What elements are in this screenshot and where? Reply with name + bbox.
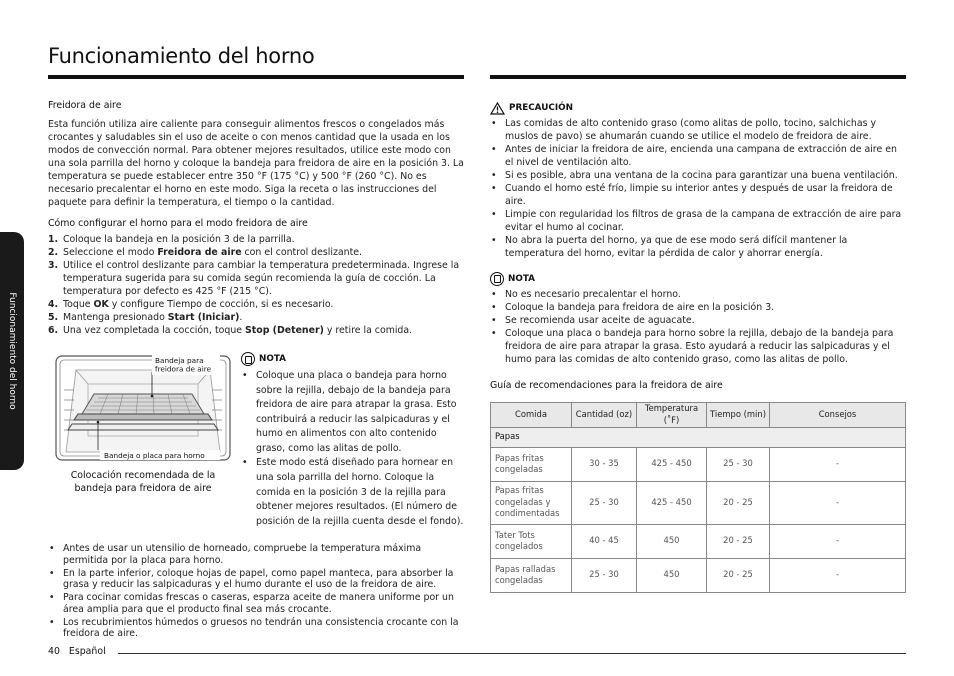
- list-item: • Antes de usar un utensilio de horneado, compruebe la temperatura máxima permitida por la placa para horno.: [48, 543, 466, 567]
- step-item: 6. Una vez completada la cocción, toque Stop (Detener) y retire la comida.: [48, 324, 413, 336]
- air-fryer-intro: Esta función utiliza aire caliente para conseguir alimentos frescos o congelados más crocantes y saludables sin el uso de aceite o con menos cantidad que la usada en los modos de convección normal. Para obtener mejores resultados, utilice este modo con una sola parrilla del horno y coloque la bandeja para freidora de aire en la posición 3. La temperatura se puede establecer entre 350 °F (175 °C) y 500 °F (260 °C). No es necesario precalentar el horno en este modo. Siga la receta o las instrucciones del paquete para definir la temperatura, el tiempo o la cantidad.: [48, 118, 464, 208]
- side-tab[interactable]: [0, 232, 24, 470]
- guide-title: Guía de recomendaciones para la freidora de aire: [490, 380, 723, 392]
- oven-rack-figure: [48, 352, 238, 496]
- col-header: Tiempo (min): [707, 403, 770, 427]
- table-row: Papas ralladas congeladas 25 - 30 450 20 - 25 -: [491, 558, 906, 592]
- step-item: 3. Utilice el control deslizante para cambiar la temperatura predeterminada. Ingrese la temperatura sugerida para su comida según recomienda la guía de cocción. La temperatura por defecto es 425 °F (215 °C).: [48, 259, 460, 297]
- note-icon: [490, 272, 504, 286]
- oven-illustration: [48, 352, 238, 467]
- tray-label-2: freidora de aire: [155, 364, 212, 374]
- note-item: • Coloque la bandeja para freidora de aire en la posición 3.: [490, 302, 908, 315]
- caution-item: • Si es posible, abra una ventana de la cocina para garantizar una buena ventilación.: [490, 170, 908, 183]
- right-note-list: [490, 289, 908, 367]
- air-fryer-heading: Freidora de aire: [48, 100, 122, 111]
- caution-item: • Cuando el horno esté frío, limpie su interior antes y después de usar la freidora de aire.: [490, 183, 908, 209]
- tray-label-1: Bandeja para: [155, 356, 204, 365]
- step-item: 4. Toque OK y configure Tiempo de cocción, si es necesario.: [48, 298, 334, 310]
- col-header: Temperatura (˚F): [637, 403, 707, 427]
- left-note-list: [241, 369, 466, 529]
- list-item: • Los recubrimientos húmedos o gruesos no tendrán una consistencia crocante con la freidora de aire.: [48, 617, 466, 641]
- baking-sheet-label: Bandeja o placa para horno: [104, 451, 205, 460]
- right-title-rule: [490, 75, 906, 79]
- page-number: 40: [48, 646, 60, 657]
- note-item: • Coloque una placa o bandeja para horno sobre la rejilla, debajo de la bandeja para freidora de aire para atrapar la grasa. Esto contribuirá a reducir las salpicaduras y el humo en alimentos con alto contenido graso, como las alitas de pollo.: [241, 369, 466, 456]
- note-item: • Este modo está diseñado para hornear en una sola parrilla del horno. Coloque la comida en la posición 3 de la rejilla para obtener mejores resultados. (El número de posición de la rejilla cuenta desde el fondo).: [241, 456, 466, 529]
- left-title-rule: [48, 75, 464, 79]
- page-footer: [48, 646, 106, 659]
- caution-item: • No abra la puerta del horno, ya que de ese modo será difícil mantener la temperatura del horno, evitar la pérdida de calor y ahorrar energía.: [490, 235, 908, 261]
- table-row: Papas fritas congeladas y condimentadas 25 - 30 425 - 450 20 - 25 -: [491, 481, 906, 524]
- footer-rule: [118, 653, 906, 654]
- table-row: Tater Tots congelados 40 - 45 450 20 - 25 -: [491, 524, 906, 558]
- col-header: Cantidad (oz): [572, 403, 637, 427]
- left-note: [241, 352, 466, 529]
- side-tab-label: Funcionamiento del horno: [7, 292, 18, 410]
- note-item: • Se recomienda usar aceite de aguacate.: [490, 315, 908, 328]
- col-header: Comida: [491, 403, 572, 427]
- note-item: • No es necesario precalentar el horno.: [490, 289, 908, 302]
- air-fryer-guide-table: [490, 402, 906, 592]
- left-bottom-list: [48, 543, 466, 641]
- caution-header: PRECAUCIÓN: [490, 102, 908, 115]
- col-header: Consejos: [770, 403, 906, 427]
- caution-item: • Las comidas de alto contenido graso (como alitas de pollo, tocino, salchichas y muslos de pavo) se ahumarán cuando se utilice el modelo de freidora de aire.: [490, 118, 908, 144]
- table-header-row: [491, 403, 906, 427]
- footer-language: Español: [68, 646, 106, 657]
- step-item: 1. Coloque la bandeja en la posición 3 de la parrilla.: [48, 233, 295, 245]
- table-group-row: [491, 427, 906, 447]
- warning-triangle-icon: [490, 102, 505, 115]
- left-column: [48, 100, 466, 337]
- caution-item: • Antes de iniciar la freidora de aire, encienda una campana de extracción de aire en el nivel de ventilación alto.: [490, 144, 908, 170]
- caution-list: [490, 118, 908, 261]
- howto-heading: Cómo configurar el horno para el modo freidora de aire: [48, 217, 308, 229]
- step-item: 2. Seleccione el modo Freidora de aire con el control deslizante.: [48, 246, 363, 258]
- step-item: 5. Mantenga presionado Start (Iniciar).: [48, 311, 243, 323]
- table-row: Papas fritas congeladas 30 - 35 425 - 450 25 - 30 -: [491, 447, 906, 481]
- group-cell: Papas: [491, 427, 906, 447]
- note-icon: [241, 352, 255, 366]
- list-item: • En la parte inferior, coloque hojas de papel, como papel manteca, para absorber la grasa y reducir las salpicaduras y el humo durante el uso de la freidora de aire.: [48, 568, 466, 592]
- list-item: • Para cocinar comidas frescas o caseras, esparza aceite de manera uniforme por un área amplia para que el producto final sea más crocante.: [48, 592, 466, 616]
- note-item: • Coloque una placa o bandeja para horno sobre la rejilla, debajo de la bandeja para freidora de aire para atrapar la grasa. Esto ayudará a reducir las salpicaduras y el humo para las comidas de alto contenido graso, como las alitas de pollo.: [490, 328, 908, 367]
- figure-caption: Colocación recomendada de la bandeja para freidora de aire: [70, 470, 216, 494]
- steps-list: [48, 234, 466, 338]
- caution-item: • Limpie con regularidad los filtros de grasa de la campana de extracción de aire para evitar el humo al cocinar.: [490, 209, 908, 235]
- right-column: [490, 102, 908, 593]
- right-note-header: NOTA: [490, 272, 908, 286]
- left-note-header: NOTA: [241, 352, 466, 366]
- page-title: Funcionamiento del horno: [48, 44, 315, 68]
